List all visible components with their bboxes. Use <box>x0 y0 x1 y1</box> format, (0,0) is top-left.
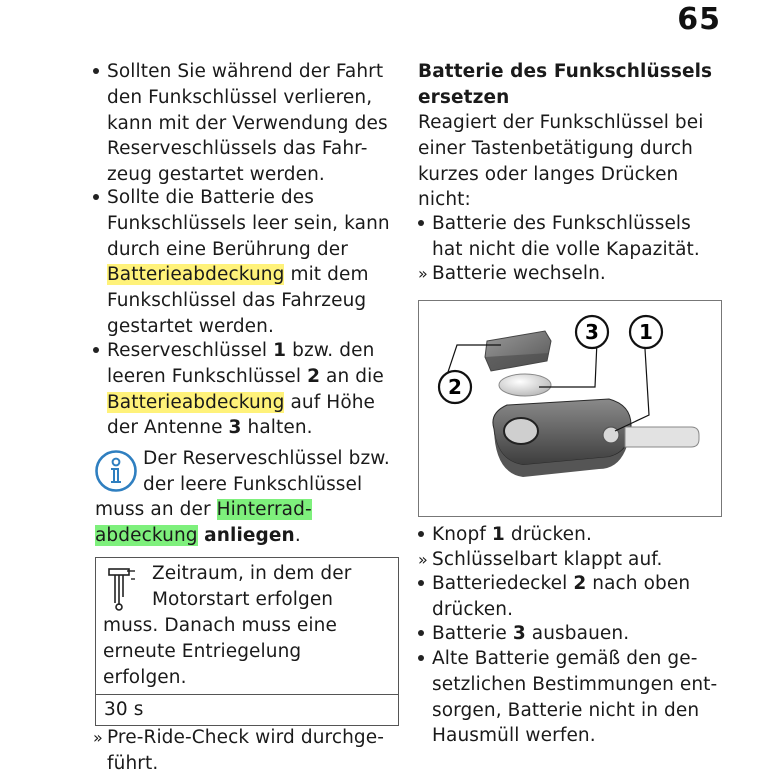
step-remove-battery <box>418 621 629 647</box>
bullet-dot <box>418 211 432 237</box>
text-line: Sollte die Batterie des <box>107 187 314 208</box>
text-line: Batterie wechseln. <box>432 263 606 284</box>
intro-text <box>418 110 704 213</box>
text-line: Alte Batterie gemäß den ge- <box>432 648 698 669</box>
bullet-spare-key <box>93 338 403 441</box>
text-line: Funkschlüssels leer sein, kann <box>107 212 390 234</box>
bullet-dot <box>418 571 432 597</box>
heading-line: Batterie des Funkschlüssels <box>418 61 713 82</box>
text-line: der leere Funkschlüssel <box>143 473 363 495</box>
text-line: kurzes oder langes Drücken <box>418 163 679 185</box>
text-line: den Funkschlüssel verlieren, <box>107 86 373 108</box>
bullet-empty-battery <box>93 185 403 340</box>
key-battery-figure <box>418 300 722 517</box>
text-line: Motorstart erfolgen <box>152 588 334 610</box>
text-line: leeren Funkschlüssel 2 an die <box>107 365 384 387</box>
text-line: einer Tastenbetätigung durch <box>418 137 693 159</box>
bullet-dot <box>418 621 432 647</box>
condition-bullet <box>418 211 700 263</box>
bullet-dot <box>93 185 107 211</box>
text-line: Batterieabdeckung mit dem <box>107 264 369 286</box>
text-line: Batterie 3 ausbauen. <box>432 623 630 644</box>
text-line: führt. <box>107 752 159 774</box>
text-line: abdeckung anliegen. <box>95 524 301 546</box>
text-line: gestartet werden. <box>107 315 274 337</box>
callout-label-1: 1 <box>639 320 653 344</box>
text-line: Schlüsselbart klappt auf. <box>432 549 663 570</box>
callout-label-2: 2 <box>448 375 462 399</box>
bullet-dot <box>93 59 107 85</box>
result-marker: » <box>93 728 103 747</box>
step-press-cover <box>418 571 690 623</box>
text-line: Reserveschlüssels das Fahr- <box>107 138 368 160</box>
step-press-button <box>418 522 592 548</box>
text-line: Batterie des Funkschlüssels <box>432 213 691 234</box>
text-line: Hausmüll werfen. <box>432 725 596 747</box>
text-line: Batterieabdeckung auf Höhe <box>107 391 376 413</box>
text-line: erneute Entriegelung <box>103 640 302 662</box>
info-icon <box>94 449 138 493</box>
highlight-rear-cover: abdeckung <box>95 524 198 546</box>
text-line: muss an der Hinterrad- <box>95 499 312 520</box>
result-marker: » <box>418 550 428 569</box>
text-line: muss. Danach muss eine <box>103 615 337 636</box>
table-description-cont <box>103 613 337 690</box>
info-note <box>143 446 390 498</box>
text-line: Funkschlüssel das Fahrzeug <box>107 290 367 312</box>
table-description <box>152 561 351 613</box>
callout-label-3: 3 <box>585 320 599 344</box>
text-line: der Antenne 3 halten. <box>107 417 313 439</box>
text-line: zeug gestartet werden. <box>107 164 325 186</box>
text-line: nicht: <box>418 189 471 211</box>
bullet-dot <box>418 522 432 548</box>
time-value: 30 s <box>104 699 144 720</box>
page-number: 65 <box>677 2 721 37</box>
text-line: Zeitraum, in dem der <box>152 563 352 584</box>
text-line: durch eine Berührung der <box>107 238 348 260</box>
timer-icon <box>105 567 139 611</box>
text-line: kann mit der Verwendung des <box>107 112 388 134</box>
text-line: Knopf 1 drücken. <box>432 524 592 545</box>
action-replace-battery <box>418 261 606 287</box>
result-marker: » <box>418 264 428 283</box>
text-line: sorgen, Batterie nicht in den <box>432 699 700 721</box>
text-line: Reagiert der Funkschlüssel bei <box>418 112 704 133</box>
bullet-dot <box>93 338 107 364</box>
result-pre-ride-check <box>93 725 384 777</box>
heading-line: ersetzen <box>418 86 510 108</box>
section-heading <box>418 59 712 111</box>
step-dispose-battery <box>418 646 717 749</box>
text-line: hat nicht die volle Kapazität. <box>432 238 700 260</box>
text-line: Sollten Sie während der Fahrt <box>107 61 384 82</box>
bullet-lost-key <box>93 59 403 188</box>
text-line: drücken. <box>432 598 514 620</box>
text-line: Der Reserveschlüssel bzw. <box>143 448 390 469</box>
highlight-rear-cover: Hinterrad- <box>216 499 312 520</box>
highlight-battery-cover: Batterieabdeckung <box>107 264 285 286</box>
text-line: Reserveschlüssel 1 bzw. den <box>107 340 375 361</box>
text-line: setzlichen Bestimmungen ent- <box>432 673 718 695</box>
text-line: erfolgen. <box>103 666 187 688</box>
text-line: Batteriedeckel 2 nach oben <box>432 573 691 594</box>
info-note-cont <box>95 497 312 549</box>
result-key-unfolds <box>418 547 663 573</box>
highlight-battery-cover: Batterieabdeckung <box>107 391 285 413</box>
bullet-dot <box>418 646 432 672</box>
text-line: Pre-Ride-Check wird durchge- <box>107 727 385 748</box>
